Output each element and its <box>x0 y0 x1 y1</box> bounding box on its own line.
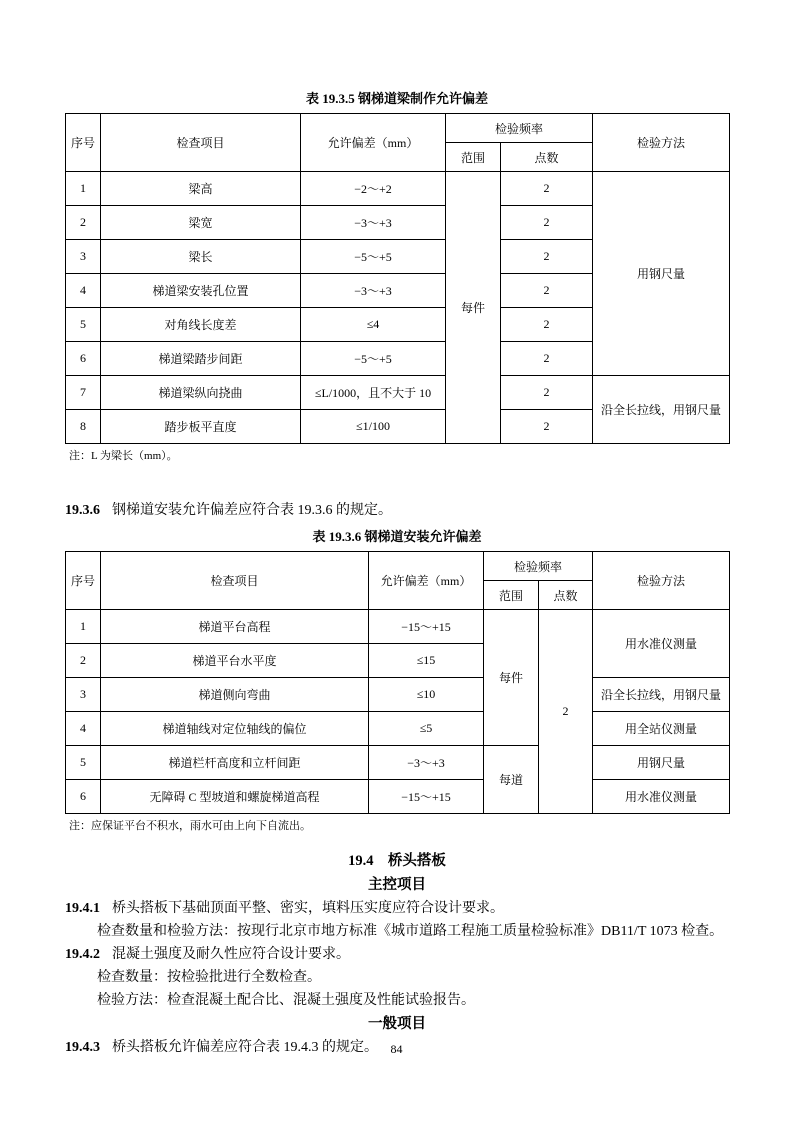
cell-points: 2 <box>501 172 593 206</box>
col-header-deviation: 允许偏差（mm） <box>369 552 484 610</box>
section-text: 混凝土强度及耐久性应符合设计要求。 <box>112 947 350 962</box>
para-19-3-6 <box>65 499 729 522</box>
col-header-frequency: 检验频率 <box>484 552 593 581</box>
cell-item: 梯道平台高程 <box>101 610 369 644</box>
cell-item: 梯道轴线对定位轴线的偏位 <box>101 712 369 746</box>
cell-deviation: ≤5 <box>369 712 484 746</box>
cell-deviation: −15～+15 <box>369 610 484 644</box>
col-header-no: 序号 <box>66 114 101 172</box>
subheading-general-items: 一般项目 <box>368 1016 426 1032</box>
cell-item: 踏步板平直度 <box>101 410 301 444</box>
table-row <box>66 678 730 712</box>
cell-deviation: ≤4 <box>301 308 446 342</box>
cell-no: 1 <box>66 172 101 206</box>
cell-item: 对角线长度差 <box>101 308 301 342</box>
section-number: 19.3.6 <box>65 503 100 518</box>
cell-item: 无障碍 C 型坡道和螺旋梯道高程 <box>101 780 369 814</box>
cell-method: 用水准仪测量 <box>593 610 730 678</box>
cell-deviation: −15～+15 <box>369 780 484 814</box>
col-header-points: 点数 <box>501 143 593 172</box>
cell-deviation: −5～+5 <box>301 240 446 274</box>
section-text: 桥头搭板下基础顶面平整、密实，填料压实度应符合设计要求。 <box>112 901 504 916</box>
cell-range: 每件 <box>484 610 539 746</box>
table-header-row <box>66 552 730 581</box>
cell-method: 用全站仪测量 <box>593 712 730 746</box>
cell-no: 3 <box>66 240 101 274</box>
cell-points: 2 <box>501 206 593 240</box>
col-header-item: 检查项目 <box>101 114 301 172</box>
para-19-4-1-method: 检查数量和检验方法：按现行北京市地方标准《城市道路工程施工质量检验标准》DB11/T 1073 检查。 <box>97 924 724 939</box>
table-19-3-6-note: 注：应保证平台不积水，雨水可由上向下自流出。 <box>69 820 311 832</box>
col-header-item: 检查项目 <box>101 552 369 610</box>
cell-range: 每件 <box>446 172 501 444</box>
cell-points: 2 <box>539 610 593 814</box>
col-header-no: 序号 <box>66 552 101 610</box>
cell-deviation: −3～+3 <box>369 746 484 780</box>
col-header-points: 点数 <box>539 581 593 610</box>
cell-no: 8 <box>66 410 101 444</box>
cell-no: 3 <box>66 678 101 712</box>
table-row <box>66 712 730 746</box>
cell-no: 6 <box>66 780 101 814</box>
table-19-3-5-note: 注：L 为梁长（mm）。 <box>69 450 178 462</box>
para-19-4-2-quantity: 检查数量：按检验批进行全数检查。 <box>97 970 321 985</box>
cell-method: 沿全长拉线，用钢尺量 <box>593 678 730 712</box>
cell-points: 2 <box>501 376 593 410</box>
cell-no: 2 <box>66 644 101 678</box>
subheading-main-control: 主控项目 <box>368 877 426 893</box>
cell-points: 2 <box>501 410 593 444</box>
section-number: 19.4.3 <box>65 1040 100 1055</box>
cell-no: 4 <box>66 274 101 308</box>
section-19-4-heading: 19.4 桥头搭板 <box>348 853 446 869</box>
cell-deviation: ≤L/1000，且不大于 10 <box>301 376 446 410</box>
cell-deviation: ≤1/100 <box>301 410 446 444</box>
cell-method: 用钢尺量 <box>593 172 730 376</box>
cell-item: 梯道栏杆高度和立杆间距 <box>101 746 369 780</box>
cell-deviation: −5～+5 <box>301 342 446 376</box>
cell-range: 每道 <box>484 746 539 814</box>
cell-no: 2 <box>66 206 101 240</box>
cell-method: 用钢尺量 <box>593 746 730 780</box>
page-number: 84 <box>390 1042 403 1056</box>
col-header-range: 范围 <box>484 581 539 610</box>
para-19-4-2 <box>65 943 729 966</box>
col-header-frequency: 检验频率 <box>446 114 593 143</box>
table-19-3-6-title: 表 19.3.6 钢梯道安装允许偏差 <box>312 529 482 544</box>
cell-deviation: −2～+2 <box>301 172 446 206</box>
table-row <box>66 610 730 644</box>
cell-method: 沿全长拉线，用钢尺量 <box>593 376 730 444</box>
col-header-deviation: 允许偏差（mm） <box>301 114 446 172</box>
cell-deviation: −3～+3 <box>301 206 446 240</box>
col-header-method: 检验方法 <box>593 552 730 610</box>
table-19-3-6 <box>65 551 730 814</box>
table-row <box>66 172 730 206</box>
cell-item: 梯道平台水平度 <box>101 644 369 678</box>
cell-deviation: −3～+3 <box>301 274 446 308</box>
cell-points: 2 <box>501 274 593 308</box>
cell-item: 梯道侧向弯曲 <box>101 678 369 712</box>
section-text: 钢梯道安装允许偏差应符合表 19.3.6 的规定。 <box>112 503 392 518</box>
table-19-3-5 <box>65 113 730 444</box>
cell-no: 1 <box>66 610 101 644</box>
section-number: 19.4.1 <box>65 901 100 916</box>
cell-item: 梁宽 <box>101 206 301 240</box>
cell-no: 5 <box>66 308 101 342</box>
cell-item: 梯道梁踏步间距 <box>101 342 301 376</box>
cell-deviation: ≤15 <box>369 644 484 678</box>
table-row <box>66 746 730 780</box>
cell-points: 2 <box>501 342 593 376</box>
cell-item: 梁长 <box>101 240 301 274</box>
para-19-4-2-method: 检验方法：检查混凝土配合比、混凝土强度及性能试验报告。 <box>97 993 475 1008</box>
cell-points: 2 <box>501 240 593 274</box>
cell-points: 2 <box>501 308 593 342</box>
table-row <box>66 780 730 814</box>
table-row <box>66 376 730 410</box>
cell-no: 4 <box>66 712 101 746</box>
para-19-4-1 <box>65 897 729 920</box>
cell-no: 5 <box>66 746 101 780</box>
cell-item: 梯道梁纵向挠曲 <box>101 376 301 410</box>
cell-item: 梁高 <box>101 172 301 206</box>
cell-no: 7 <box>66 376 101 410</box>
table-header-row <box>66 114 730 143</box>
cell-deviation: ≤10 <box>369 678 484 712</box>
col-header-method: 检验方法 <box>593 114 730 172</box>
table-19-3-5-title: 表 19.3.5 钢梯道梁制作允许偏差 <box>305 91 488 106</box>
cell-item: 梯道梁安装孔位置 <box>101 274 301 308</box>
col-header-range: 范围 <box>446 143 501 172</box>
cell-method: 用水准仪测量 <box>593 780 730 814</box>
section-number: 19.4.2 <box>65 947 100 962</box>
cell-no: 6 <box>66 342 101 376</box>
section-text: 桥头搭板允许偏差应符合表 19.4.3 的规定。 <box>112 1040 378 1055</box>
